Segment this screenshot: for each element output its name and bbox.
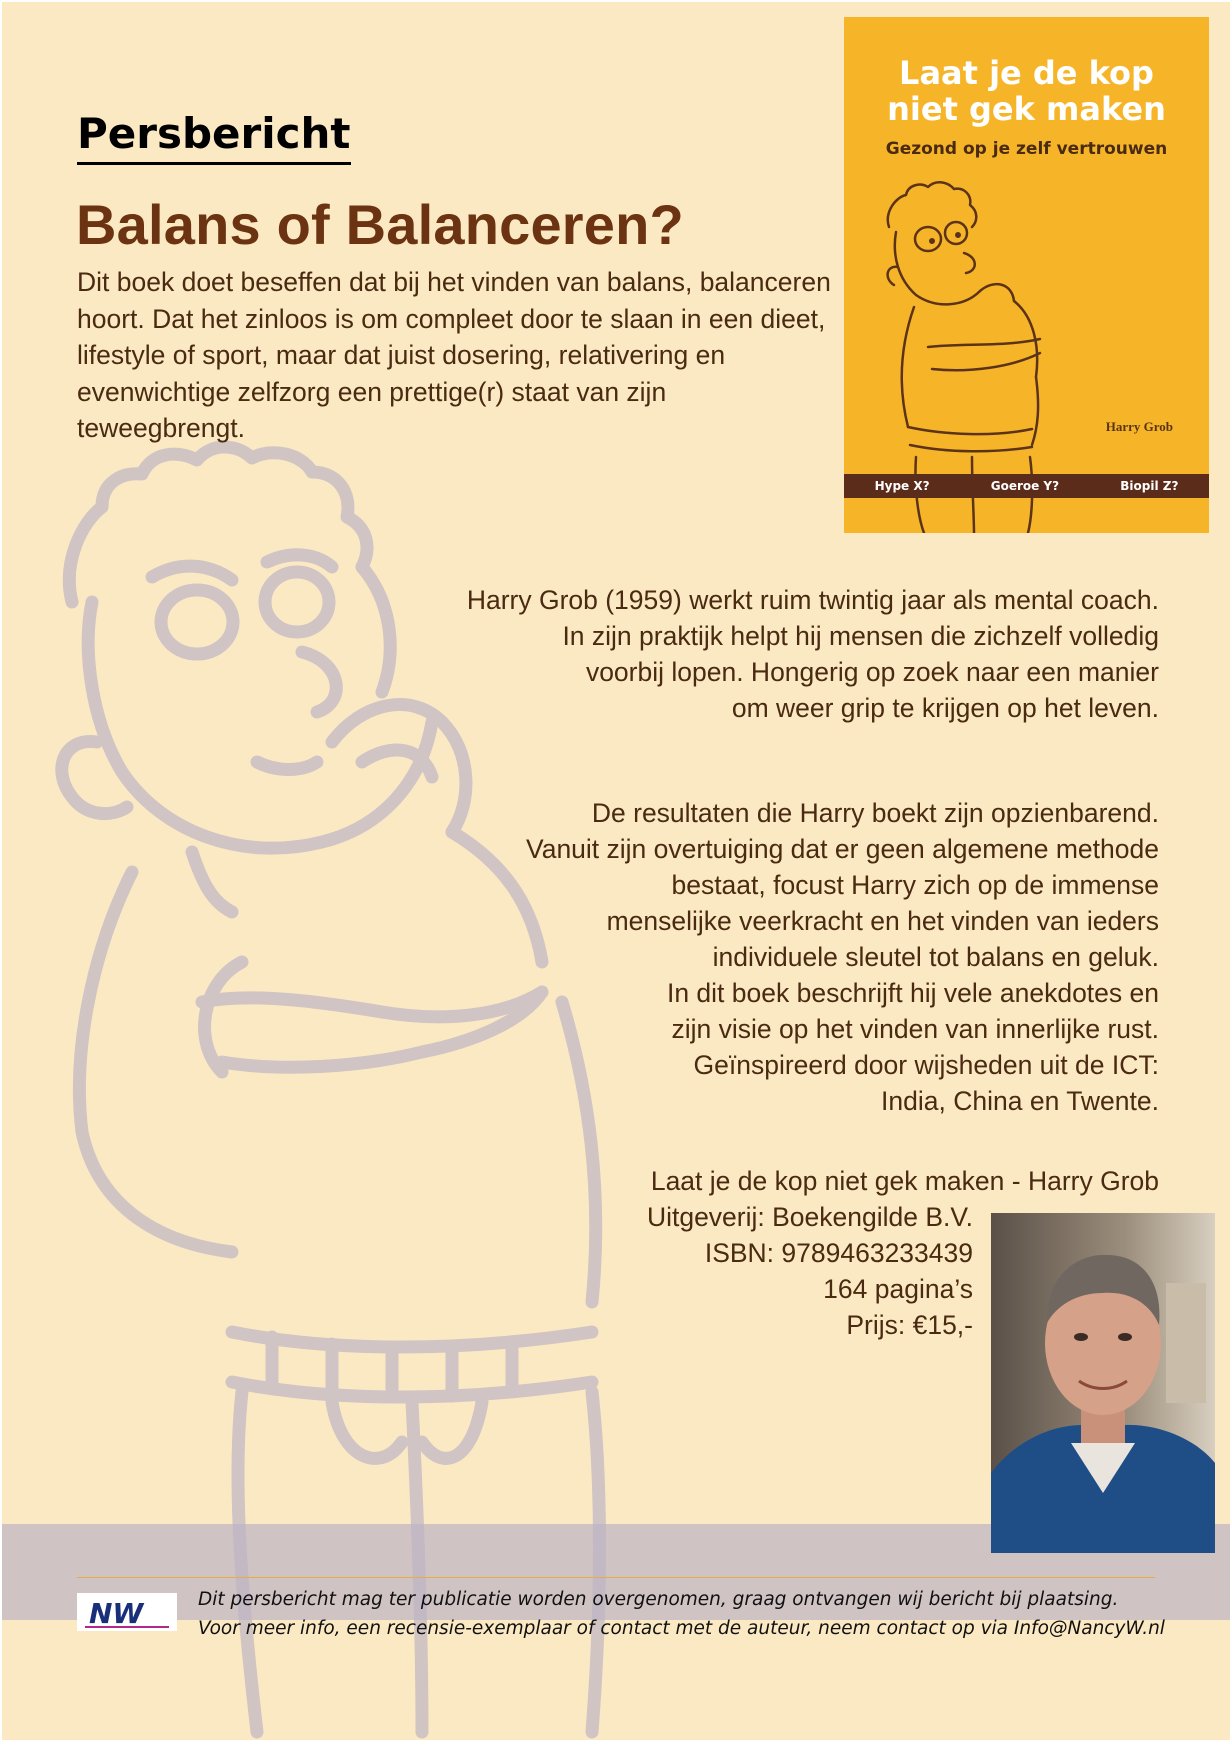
cover-tag: Biopil Z? [1120, 479, 1179, 493]
results-paragraph [339, 795, 1159, 1119]
cover-tag: Goeroe Y? [990, 479, 1060, 493]
press-release-label: Persbericht [77, 108, 351, 165]
footer-line-2: Voor meer info, een recensie-exemplaar of contact met de auteur, neem contact op via Info@NancyW.nl [198, 1618, 1165, 1639]
results-line: zijn visie op het vinden van innerlijke rust. [671, 1014, 1159, 1044]
results-line: In dit boek beschrijft hij vele anekdotes en [666, 978, 1159, 1008]
cover-tag: Hype X? [874, 479, 930, 493]
bio-line: om weer grip te krijgen op het leven. [731, 693, 1159, 723]
nw-logo-mark [77, 1593, 177, 1631]
cover-title-line1: Laat je de kop [899, 54, 1154, 92]
footer-notice [198, 1585, 1165, 1643]
intro-paragraph: Dit boek doet beseffen dat bij het vinden van balans, balanceren hoort. Dat het zinloos is om compleet door te slaan in een dieet, lifestyle of sport, maar dat juist dosering, relativering en evenwichtige zelfzorg een prettige(r) staat van zijn teweegbrengt. [77, 267, 831, 443]
press-release-page [2, 2, 1230, 1740]
nw-logo [77, 1593, 177, 1631]
results-line: India, China en Twente. [881, 1086, 1159, 1116]
author-bio-paragraph [339, 582, 1159, 726]
author-photo [991, 1213, 1215, 1553]
bio-line: voorbij lopen. Hongerig op zoek naar een manier [585, 657, 1159, 687]
page-count: 164 pagina’s [823, 1274, 973, 1304]
bio-line: Harry Grob (1959) werkt ruim twintig jaar als mental coach. [466, 585, 1159, 615]
results-line: Geïnspireerd door wijsheden uit de ICT: [693, 1050, 1159, 1080]
nw-logo-text: NW [89, 1597, 144, 1630]
results-line: menselijke veerkracht en het vinden van ieders [606, 906, 1159, 936]
footer-divider [77, 1577, 1155, 1578]
results-line: De resultaten die Harry boekt zijn opzienbarend. [591, 798, 1159, 828]
headline: Balans of Balanceren? [76, 193, 684, 256]
results-line: individuele sleutel tot balans en geluk. [712, 942, 1159, 972]
bio-line: In zijn praktijk helpt hij mensen die zichzelf volledig [562, 621, 1159, 651]
isbn: ISBN: 9789463233439 [704, 1238, 973, 1268]
book-title-author: Laat je de kop niet gek maken - Harry Grob [650, 1166, 1159, 1196]
cover-subtitle: Gezond op je zelf vertrouwen [885, 139, 1168, 159]
cover-title [844, 55, 1209, 127]
author-portrait-illustration [991, 1213, 1215, 1553]
book-cover-image [844, 17, 1209, 533]
publisher: Uitgeverij: Boekengilde B.V. [646, 1202, 973, 1232]
cover-tag-band [844, 474, 1209, 498]
cover-title-line2: niet gek maken [887, 90, 1166, 128]
results-line: bestaat, focust Harry zich op de immense [671, 870, 1159, 900]
footer-line-1: Dit persbericht mag ter publicatie worden overgenomen, graag ontvangen wij bericht bij plaatsing. [198, 1589, 1119, 1610]
results-line: Vanuit zijn overtuiging dat er geen algemene methode [526, 834, 1159, 864]
cover-author: Harry Grob [1105, 419, 1173, 434]
price: Prijs: €15,- [846, 1310, 973, 1340]
